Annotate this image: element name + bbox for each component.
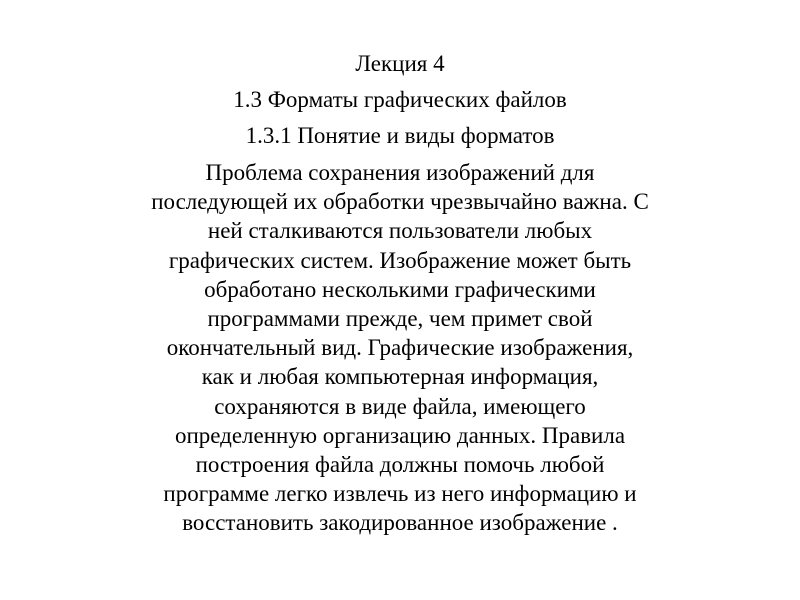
body-line: обработано несколькими графическими xyxy=(204,276,596,302)
body-line: определенную организацию данных. Правила xyxy=(174,422,626,448)
section-title: 1.3 Форматы графических файлов xyxy=(233,87,567,112)
body-line: ней сталкиваются пользователи любых xyxy=(207,218,593,244)
body-line: восстановить закодированное изображение . xyxy=(182,510,618,536)
subsection-title: 1.3.1 Понятие и виды форматов xyxy=(245,123,555,148)
body-line: Проблема сохранения изображений для xyxy=(205,160,595,185)
body-line: построения файла должны помочь любой xyxy=(195,452,605,478)
body-line: сохраняются в виде файла, имеющего xyxy=(214,393,586,419)
body-paragraph xyxy=(40,158,760,538)
body-line: графических систем. Изображение может быть xyxy=(168,247,632,273)
lecture-title: Лекция 4 xyxy=(355,51,445,76)
body-line: как и любая компьютерная информация, xyxy=(201,364,599,390)
body-line: последующей их обработки чрезвычайно важна. С xyxy=(151,189,649,215)
body-line: программе легко извлечь из него информацию и xyxy=(163,481,637,507)
body-line: окончательный вид. Графические изображения, xyxy=(166,335,634,361)
body-line: программами прежде, чем примет свой xyxy=(207,306,593,332)
